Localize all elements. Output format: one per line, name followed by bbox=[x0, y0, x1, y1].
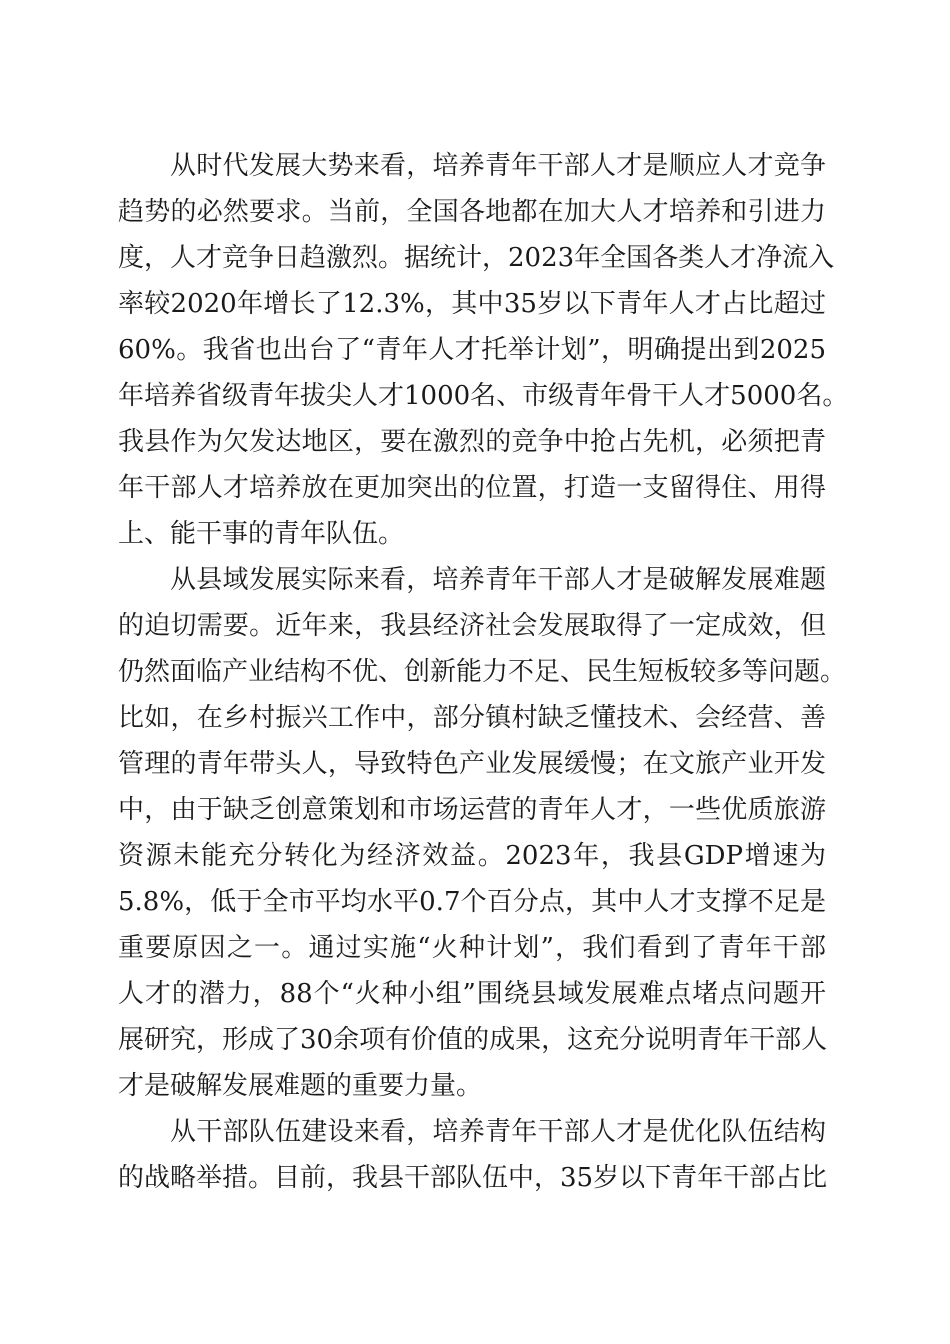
text-line: 从县域发展实际来看，培养青年干部人才是破解发展难题 bbox=[170, 565, 826, 595]
text-line: 资源未能充分转化为经济效益。2023年，我县GDP增速为 bbox=[118, 841, 826, 871]
text-line: 重要原因之一。通过实施“火种计划”，我们看到了青年干部 bbox=[118, 933, 826, 963]
text-line: 比如，在乡村振兴工作中，部分镇村缺乏懂技术、会经营、善 bbox=[118, 703, 826, 733]
body-text bbox=[118, 143, 849, 1201]
text-line: 中，由于缺乏创意策划和市场运营的青年人才，一些优质旅游 bbox=[118, 795, 826, 825]
text-line: 的战略举措。目前，我县干部队伍中，35岁以下青年干部占比 bbox=[118, 1163, 828, 1193]
text-line: 人才的潜力，88个“火种小组”围绕县域发展难点堵点问题开 bbox=[118, 979, 826, 1009]
paragraph bbox=[118, 143, 849, 557]
text-line: 60%。我省也出台了“青年人才托举计划”，明确提出到2025 bbox=[118, 335, 826, 365]
paragraph bbox=[118, 557, 847, 1109]
text-line: 5.8%，低于全市平均水平0.7个百分点，其中人才支撑不足是 bbox=[118, 887, 826, 917]
text-line: 仍然面临产业结构不优、创新能力不足、民生短板较多等问题。 bbox=[118, 657, 847, 687]
text-line: 展研究，形成了30余项有价值的成果，这充分说明青年干部人 bbox=[118, 1025, 828, 1055]
paragraph bbox=[118, 1109, 826, 1201]
text-line: 趋势的必然要求。当前，全国各地都在加大人才培养和引进力 bbox=[118, 197, 826, 227]
text-line: 从干部队伍建设来看，培养青年干部人才是优化队伍结构 bbox=[170, 1117, 826, 1147]
text-line: 从时代发展大势来看，培养青年干部人才是顺应人才竞争 bbox=[170, 151, 826, 181]
text-line: 率较2020年增长了12.3%，其中35岁以下青年人才占比超过 bbox=[118, 289, 826, 319]
text-line: 才是破解发展难题的重要力量。 bbox=[118, 1071, 483, 1101]
text-line: 我县作为欠发达地区，要在激烈的竞争中抢占先机，必须把青 bbox=[118, 427, 826, 457]
text-line: 度，人才竞争日趋激烈。据统计，2023年全国各类人才净流入 bbox=[118, 243, 835, 273]
text-line: 年培养省级青年拔尖人才1000名、市级青年骨干人才5000名。 bbox=[118, 381, 849, 411]
text-line: 的迫切需要。近年来，我县经济社会发展取得了一定成效，但 bbox=[118, 611, 826, 641]
text-line: 管理的青年带头人，导致特色产业发展缓慢；在文旅产业开发 bbox=[118, 749, 826, 779]
text-line: 年干部人才培养放在更加突出的位置，打造一支留得住、用得 bbox=[118, 473, 826, 503]
text-line: 上、能干事的青年队伍。 bbox=[118, 519, 405, 549]
